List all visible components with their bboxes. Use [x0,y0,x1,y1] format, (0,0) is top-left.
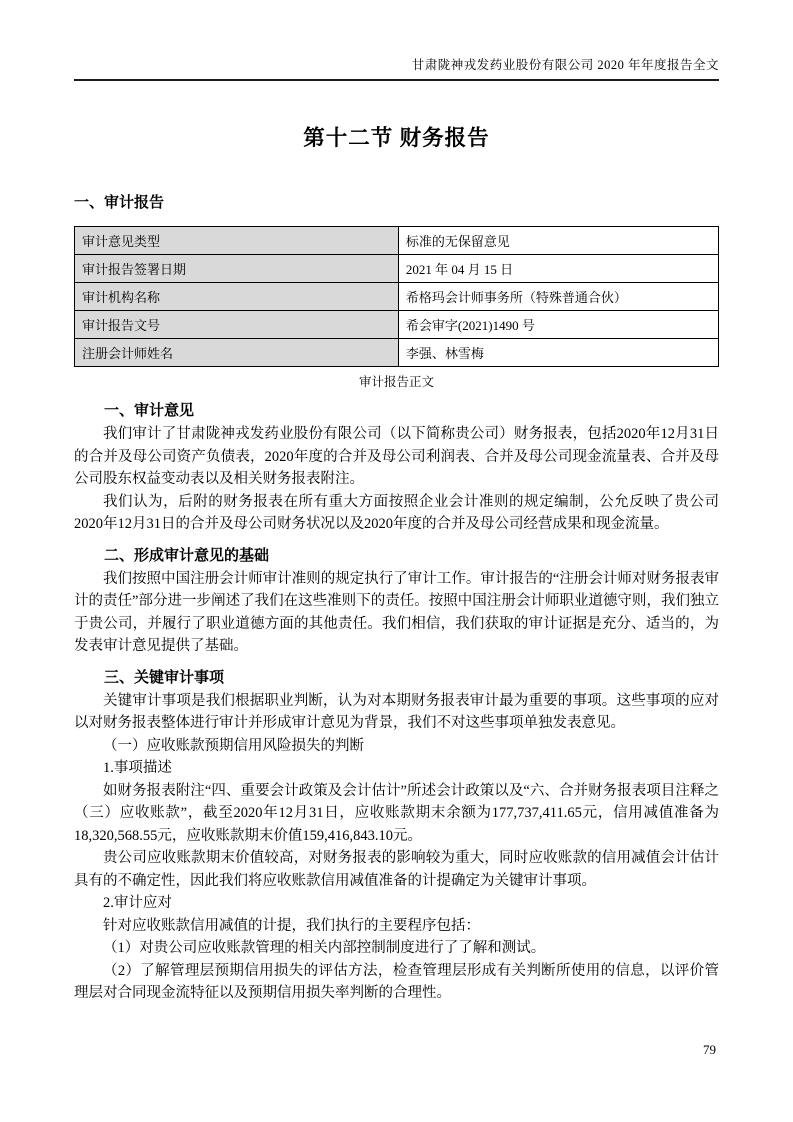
row-value: 希会审字(2021)1490 号 [398,311,718,339]
row-label: 审计报告文号 [75,311,399,339]
key-matter-subheading-description: 1.事项描述 [103,760,172,776]
paragraph: 贵公司应收账款期末价值较高，对财务报表的影响较为重大，同时应收账款的信用减值会计估计具有的不确定性，因此我们将应收账款信用减值准备的计提确定为关键审计事项。 [74,850,719,889]
key-matter-item-heading: （一）应收账款预期信用风险损失的判断 [103,737,364,754]
paragraph: （2）了解管理层预期信用损失的评估方法，检查管理层形成有关判断所使用的信息，以评价管理层对合同现金流特征以及预期信用损失率判断的合理性。 [74,962,719,1001]
row-value: 李强、林雪梅 [398,339,718,367]
header-title: 甘肃陇神戎发药业股份有限公司 2020 年年度报告全文 [411,58,719,72]
key-matter-subheading-response: 2.审计应对 [103,895,172,911]
paragraph: 关键审计事项是我们根据职业判断，认为对本期财务报表审计最为重要的事项。这些事项的应对以对财务报表整体进行审计并形成审计意见为背景，我们不对这些事项单独发表意见。 [74,692,719,731]
paragraph: 我们认为，后附的财务报表在所有重大方面按照企业会计准则的规定编制，公允反映了贵公司2020年12月31日的合并及母公司财务状况以及2020年度的合并及母公司经营成果和现金流量。 [74,493,719,532]
row-value: 2021 年 04 月 15 日 [398,255,718,283]
page-header [74,0,719,81]
audit-summary-table [74,226,719,367]
heading-basis-for-opinion: 二、形成审计意见的基础 [104,547,270,564]
section-audit-report-heading: 一、审计报告 [74,195,165,211]
heading-audit-opinion: 一、审计意见 [104,403,195,419]
paragraph: 如财务报表附注“四、重要会计政策及会计估计”所述会计政策以及“六、合并财务报表项目注释之（三）应收账款”，截至2020年12月31日，应收账款期末余额为177,737,411.65元，信用减值准备为18,320,568.55元，应收账款期末价值159,416,843.10元。 [74,782,719,844]
paragraph: 针对应收账款信用减值的计提，我们执行的主要程序包括： [103,917,480,934]
heading-key-audit-matters: 三、关键审计事项 [104,669,225,686]
row-label: 注册会计师姓名 [75,339,399,367]
row-value: 希格玛会计师事务所（特殊普通合伙） [398,283,718,311]
document-title: 第十二节 财务报告 [303,126,490,150]
row-label: 审计机构名称 [75,283,399,311]
paragraph: （1）对贵公司应收账款管理的相关内部控制制度进行了了解和测试。 [103,940,546,956]
row-value: 标准的无保留意见 [398,227,718,255]
report-body-caption: 审计报告正文 [358,375,434,389]
table-row-cpa-names [75,339,719,367]
table-row-audit-firm [75,283,719,311]
row-label: 审计报告签署日期 [75,255,399,283]
paragraph: 我们审计了甘肃陇神戎发药业股份有限公司（以下简称贵公司）财务报表，包括2020年12月31日的合并及母公司资产负债表，2020年度的合并及母公司利润表、合并及母公司现金流量表、合并及母公司股东权益变动表以及相关财务报表附注。 [74,426,719,487]
row-label: 审计意见类型 [75,227,399,255]
report-body [74,400,719,1005]
paragraph: 我们按照中国注册会计师审计准则的规定执行了审计工作。审计报告的“注册会计师对财务报表审计的责任”部分进一步阐述了我们在这些准则下的责任。按照中国注册会计师职业道德守则，我们独立于贵公司，并履行了职业道德方面的其他责任。我们相信，我们获取的审计证据是充分、适当的，为发表审计意见提供了基础。 [74,570,719,654]
table-row-opinion-type [75,227,719,255]
table-row-report-number [75,311,719,339]
table-row-sign-date [75,255,719,283]
page-number: 79 [703,1042,716,1057]
